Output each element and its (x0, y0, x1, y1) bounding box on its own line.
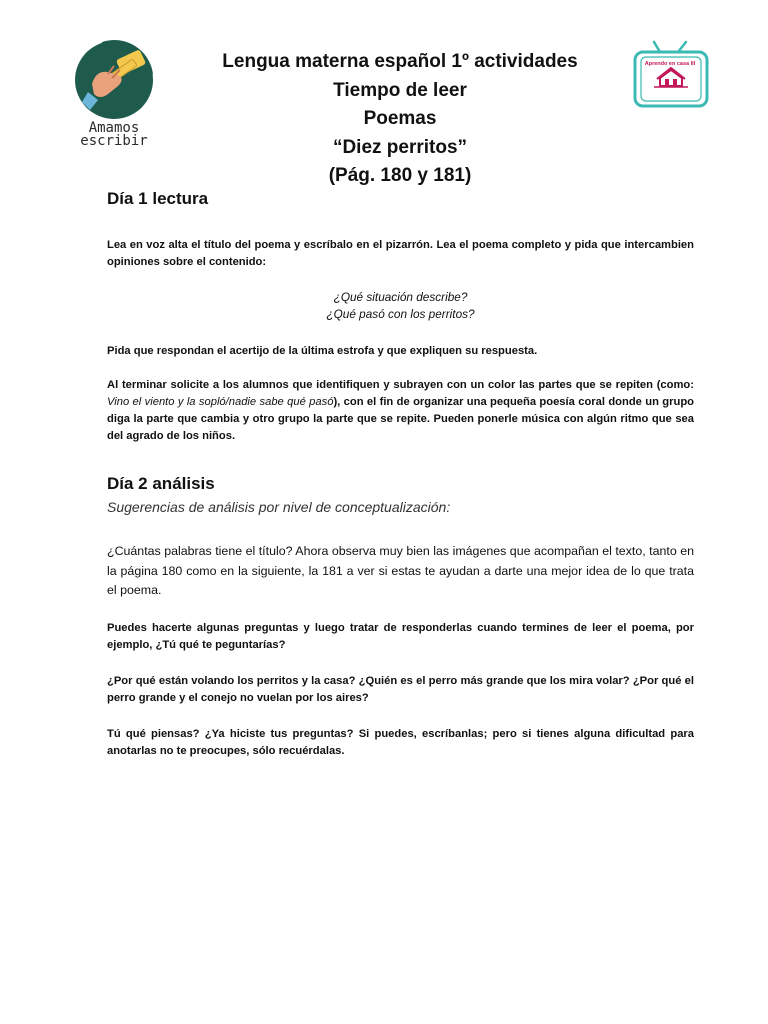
tv-icon (632, 40, 712, 112)
day2-paragraph3: ¿Por qué están volando los perritos y la casa? ¿Quién es el perro más grande que los mira volar? ¿Por qué el perro grande y el conejo no vuelan por los aires? (107, 675, 694, 704)
day1-p3-italic: Vino el viento y la sopló/nadie sabe qué pasó (107, 396, 334, 408)
day1-paragraph1: Lea en voz alta el título del poema y escríbalo en el pizarrón. Lea el poema completo y pida que intercambien opiniones sobre el contenido: (107, 239, 694, 268)
document-header (160, 48, 640, 191)
header-line3: Poemas (363, 108, 437, 129)
hand-pencil-icon (74, 40, 154, 120)
header-line4: “Diez perritos” (332, 136, 468, 158)
day2-subtitle: Sugerencias de análisis por nivel de conceptualización: (107, 499, 451, 515)
day1-question1: ¿Qué situación describe? (333, 290, 468, 304)
day1-p3-after: ), con el fin de organizar una pequeña poesía coral donde un grupo diga la parte que cambia y otro grupo la parte que se repite. Pueden ponerle música con algún ritmo que sea del agrado de los niños. (107, 396, 694, 442)
day1-questions (107, 289, 694, 322)
day1-question2: ¿Qué pasó con los perritos? (326, 306, 475, 321)
tv-label: Aprendo en casa III (644, 61, 696, 67)
aprendo-en-casa-logo (632, 40, 712, 112)
logo-text-line1: Amamos (88, 120, 140, 136)
day1-p3-before: Al terminar solicite a los alumnos que identifiquen y subrayen con un color las partes que se repiten (como: (107, 379, 694, 391)
header-line5: (Pág. 180 y 181) (328, 165, 472, 186)
day2-paragraph2: Puedes hacerte algunas preguntas y luego tratar de responderlas cuando termines de leer el poema, por ejemplo, ¿Tú qué te peguntarías? (107, 622, 694, 651)
header-line1: Lengua materna español 1º actividades (222, 51, 578, 72)
day2-paragraph1: ¿Cuántas palabras tiene el título? Ahora observa muy bien las imágenes que acompañan el texto, tanto en la página 180 como en la siguiente, la 181 a ver si estas te ayudan a darte una mejor idea de lo que trata el poema. (107, 544, 694, 597)
amamos-escribir-logo (72, 40, 156, 148)
day2-paragraph4: Tú qué piensas? ¿Ya hiciste tus preguntas? Si puedes, escríbanlas; pero si tienes alguna dificultad para anotarlas no te preocupes, sólo recuérdalas. (107, 728, 694, 757)
header-line2: Tiempo de leer (333, 79, 467, 101)
logo-text-line2: escribir (80, 133, 148, 149)
day1-title: Día 1 lectura (107, 189, 209, 208)
day2-title: Día 2 análisis (107, 474, 215, 493)
day1-paragraph3 (107, 377, 694, 445)
day1-paragraph2: Pida que respondan el acertijo de la última estrofa y que expliquen su respuesta. (107, 345, 538, 357)
